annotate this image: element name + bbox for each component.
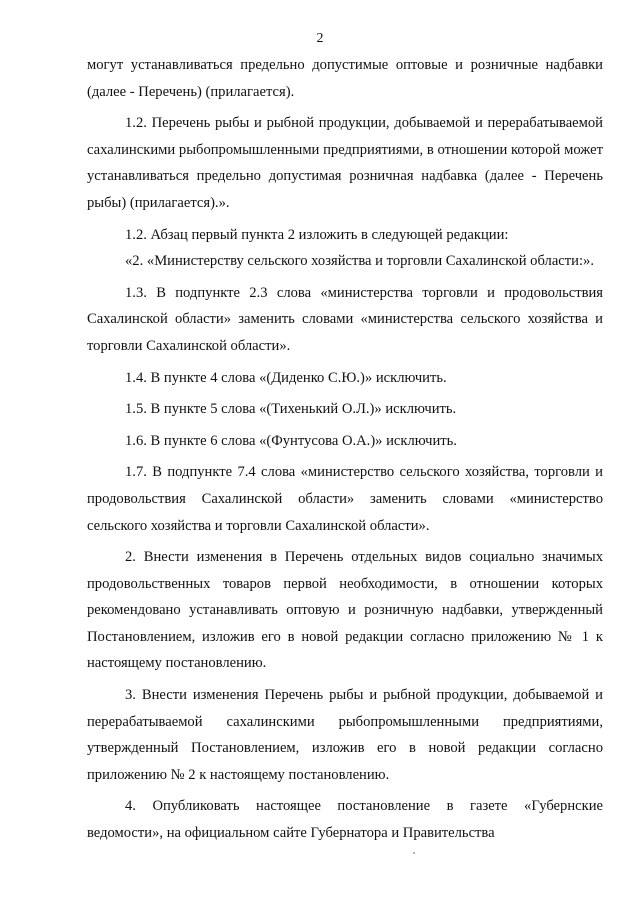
paragraph-1-2-amendment: 1.2. Абзац первый пункта 2 изложить в следующей редакции:	[125, 226, 509, 243]
paragraph-3: 3. Внести изменения Перечень рыбы и рыбной продукции, добываемой и перерабатываемой сахалинскими рыбопромышленными предприятиями, утвержденный Постановлением, изложив его в новой редакции согласно приложению № 2 к настоящему постановлению.	[87, 687, 603, 783]
paragraph-1-5: 1.5. В пункте 5 слова «(Тихенький О.Л.)» исключить.	[125, 401, 457, 418]
paragraph-continuation: могут устанавливаться предельно допустимые оптовые и розничные надбавки (далее - Перечень) (прилагается).	[87, 57, 603, 100]
document-body	[87, 52, 603, 847]
paragraph-1-6: 1.6. В пункте 6 слова «(Фунтусова О.А.)» исключить.	[125, 432, 457, 449]
paragraph-1-7: 1.7. В подпункте 7.4 слова «министерство сельского хозяйства, торговли и продовольствия Сахалинской области» заменить словами «министерство сельского хозяйства и торговли Сахалинской области».	[87, 464, 603, 534]
paragraph-1-3: 1.3. В подпункте 2.3 слова «министерства торговли и продовольствия Сахалинской области» заменить словами «министерства сельского хозяйства и торговли Сахалинской области».	[87, 284, 603, 354]
scan-speck	[413, 852, 415, 854]
paragraph-quoted-item-2: «2. «Министерству сельского хозяйства и торговли Сахалинской области:».	[125, 253, 594, 270]
paragraph-1-2-fish-list: 1.2. Перечень рыбы и рыбной продукции, добываемой и перерабатываемой сахалинскими рыбопромышленными предприятиями, в отношении которой может устанавливаться предельно допустимая розничная надбавка (далее - Перечень рыбы) (прилагается).».	[87, 115, 603, 211]
page-number: 2	[316, 31, 324, 46]
paragraph-4: 4. Опубликовать настоящее постановление в газете «Губернские ведомости», на официальном сайте Губернатора и Правительства	[87, 798, 603, 842]
paragraph-1-4: 1.4. В пункте 4 слова «(Диденко С.Ю.)» исключить.	[125, 369, 447, 386]
paragraph-2: 2. Внести изменения в Перечень отдельных видов социально значимых продовольственных товаров первой необходимости, в отношении которых рекомендовано устанавливать оптовую и розничную надбавки, утвержденный Постановлением, изложив его в новой редакции согласно приложению № 1 к настоящему постановлению.	[87, 549, 603, 672]
